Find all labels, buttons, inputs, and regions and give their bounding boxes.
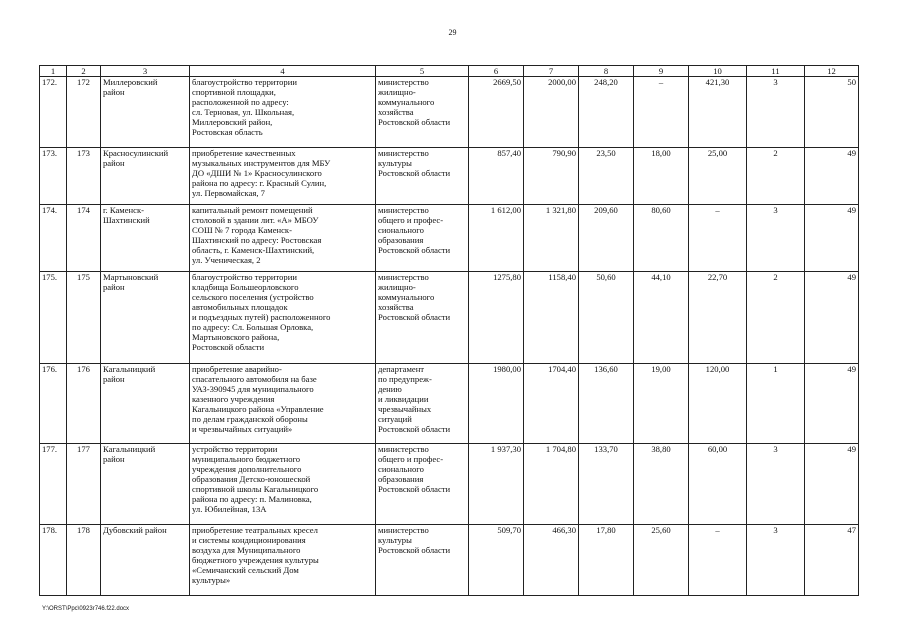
row-id: 172: [67, 77, 101, 148]
value-cell-8: 50,60: [579, 272, 634, 364]
column-header: 6: [469, 66, 524, 77]
row-number: 173.: [40, 148, 67, 205]
column-header: 2: [67, 66, 101, 77]
value-cell-6: 1 612,00: [469, 205, 524, 272]
value-cell-12: 49: [805, 148, 859, 205]
value-cell-12: 47: [805, 525, 859, 596]
column-header: 4: [190, 66, 376, 77]
row-number: 177.: [40, 444, 67, 525]
description-cell: благоустройство территории спортивной площадки, расположенной по адресу: сл. Терновая, ул. Школьная, Миллеровский район, Ростовская область: [190, 77, 376, 148]
row-number: 176.: [40, 364, 67, 444]
row-number: 178.: [40, 525, 67, 596]
district-cell: Дубовский район: [101, 525, 190, 596]
value-cell-8: 248,20: [579, 77, 634, 148]
value-cell-10: 120,00: [689, 364, 747, 444]
table-row: [40, 205, 859, 272]
value-cell-9: 25,60: [634, 525, 689, 596]
value-cell-7: 790,90: [524, 148, 579, 205]
value-cell-6: 1 937,30: [469, 444, 524, 525]
row-number: 175.: [40, 272, 67, 364]
value-cell-7: 1 704,80: [524, 444, 579, 525]
description-cell: приобретение аварийно- спасательного автомобиля на базе УАЗ-390945 для муниципального казенного учреждения Кагальницкого района «Управление по делам гражданской обороны и чрезвычайных ситуаций»: [190, 364, 376, 444]
value-cell-11: 3: [747, 205, 805, 272]
value-cell-6: 509,70: [469, 525, 524, 596]
value-cell-7: 1158,40: [524, 272, 579, 364]
value-cell-11: 1: [747, 364, 805, 444]
value-cell-8: 136,60: [579, 364, 634, 444]
ministry-cell: министерство культуры Ростовской области: [376, 148, 469, 205]
value-cell-9: 18,00: [634, 148, 689, 205]
district-cell: Миллеровский район: [101, 77, 190, 148]
value-cell-10: 60,00: [689, 444, 747, 525]
value-cell-9: 80,60: [634, 205, 689, 272]
value-cell-12: 50: [805, 77, 859, 148]
value-cell-12: 49: [805, 205, 859, 272]
ministry-cell: министерство общего и профес- сионального образования Ростовской области: [376, 444, 469, 525]
table-row: [40, 525, 859, 596]
description-cell: приобретение театральных кресел и системы кондиционирования воздуха для Муниципального бюджетного учреждения культуры «Семичанский сельский Дом культуры»: [190, 525, 376, 596]
value-cell-7: 1704,40: [524, 364, 579, 444]
column-header: 11: [747, 66, 805, 77]
description-cell: приобретение качественных музыкальных инструментов для МБУ ДО «ДШИ № 1» Красносулинского района по адресу: г. Красный Сулин, ул. Первомайская, 7: [190, 148, 376, 205]
value-cell-7: 2000,00: [524, 77, 579, 148]
value-cell-12: 49: [805, 364, 859, 444]
value-cell-10: –: [689, 205, 747, 272]
district-cell: Красносулинский район: [101, 148, 190, 205]
value-cell-12: 49: [805, 444, 859, 525]
value-cell-11: 3: [747, 525, 805, 596]
value-cell-11: 2: [747, 272, 805, 364]
value-cell-8: 133,70: [579, 444, 634, 525]
ministry-cell: министерство общего и профес- сионального образования Ростовской области: [376, 205, 469, 272]
value-cell-10: –: [689, 525, 747, 596]
column-header: 3: [101, 66, 190, 77]
value-cell-6: 857,40: [469, 148, 524, 205]
column-header: 7: [524, 66, 579, 77]
value-cell-9: 44,10: [634, 272, 689, 364]
district-cell: г. Каменск- Шахтинский: [101, 205, 190, 272]
table-row: [40, 444, 859, 525]
row-number: 172.: [40, 77, 67, 148]
ministry-cell: департамент по предупреж- дению и ликвидации чрезвычайных ситуаций Ростовской области: [376, 364, 469, 444]
value-cell-11: 3: [747, 444, 805, 525]
description-cell: капитальный ремонт помещений столовой в здании лит. «А» МБОУ СОШ № 7 города Каменск- Шахтинский по адресу: Ростовская область, г. Каменск-Шахтинский, ул. Ученическая, 2: [190, 205, 376, 272]
value-cell-8: 17,80: [579, 525, 634, 596]
value-cell-10: 22,70: [689, 272, 747, 364]
row-id: 176: [67, 364, 101, 444]
value-cell-6: 2669,50: [469, 77, 524, 148]
column-header: 9: [634, 66, 689, 77]
district-cell: Кагальницкий район: [101, 364, 190, 444]
header-row: [40, 66, 859, 77]
row-number: 174.: [40, 205, 67, 272]
row-id: 177: [67, 444, 101, 525]
table-row: [40, 148, 859, 205]
value-cell-7: 466,30: [524, 525, 579, 596]
column-header: 1: [40, 66, 67, 77]
value-cell-8: 23,50: [579, 148, 634, 205]
value-cell-9: 38,80: [634, 444, 689, 525]
value-cell-7: 1 321,80: [524, 205, 579, 272]
table-row: [40, 77, 859, 148]
value-cell-6: 1980,00: [469, 364, 524, 444]
row-id: 174: [67, 205, 101, 272]
value-cell-6: 1275,80: [469, 272, 524, 364]
row-id: 178: [67, 525, 101, 596]
data-table: [39, 65, 859, 596]
row-id: 175: [67, 272, 101, 364]
description-cell: благоустройство территории кладбища Большеорловского сельского поселения (устройство автомобильных площадок и подъездных путей) расположенного по адресу: Сл. Большая Орловка, Мартыновского района, Ростовской области: [190, 272, 376, 364]
ministry-cell: министерство культуры Ростовской области: [376, 525, 469, 596]
ministry-cell: министерство жилищно- коммунального хозяйства Ростовской области: [376, 77, 469, 148]
column-header: 8: [579, 66, 634, 77]
footer-file-path: Y:\ORST\Ppc\0923r746.f22.docx: [42, 606, 130, 612]
value-cell-8: 209,60: [579, 205, 634, 272]
district-cell: Кагальницкий район: [101, 444, 190, 525]
column-header: 5: [376, 66, 469, 77]
row-id: 173: [67, 148, 101, 205]
value-cell-10: 25,00: [689, 148, 747, 205]
value-cell-11: 2: [747, 148, 805, 205]
value-cell-11: 3: [747, 77, 805, 148]
value-cell-12: 49: [805, 272, 859, 364]
value-cell-10: 421,30: [689, 77, 747, 148]
table-row: [40, 364, 859, 444]
page-number: 29: [448, 28, 457, 37]
value-cell-9: 19,00: [634, 364, 689, 444]
value-cell-9: –: [634, 77, 689, 148]
description-cell: устройство территории муниципального бюджетного учреждения дополнительного образования Детско-юношеской спортивной школы Кагальницкого района по адресу: п. Малиновка, ул. Юбилейная, 13А: [190, 444, 376, 525]
table-row: [40, 272, 859, 364]
ministry-cell: министерство жилищно- коммунального хозяйства Ростовской области: [376, 272, 469, 364]
column-header: 12: [805, 66, 859, 77]
district-cell: Мартыновский район: [101, 272, 190, 364]
column-header: 10: [689, 66, 747, 77]
